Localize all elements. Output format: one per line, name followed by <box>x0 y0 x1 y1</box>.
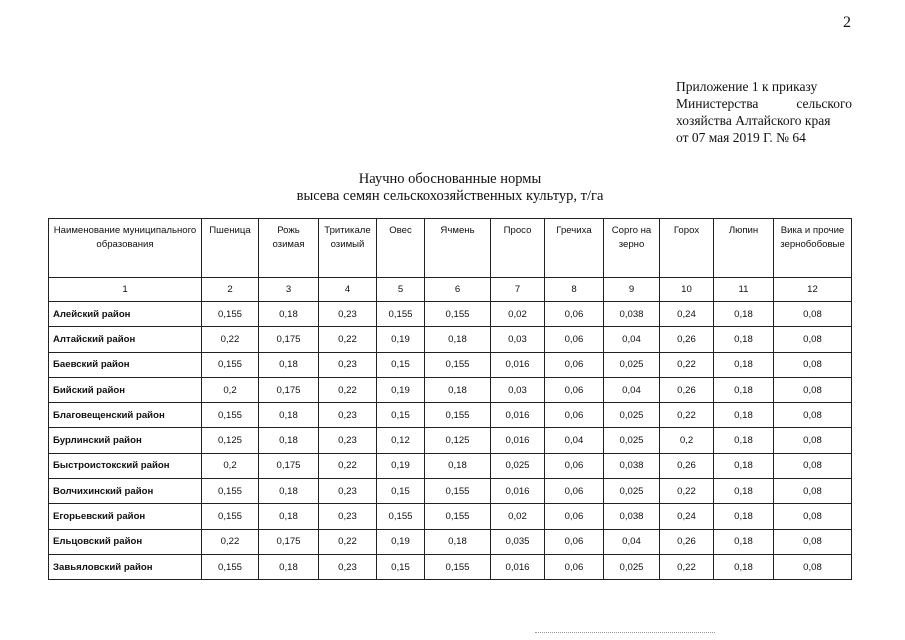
norm-value-cell: 0,15 <box>377 403 425 428</box>
page-number: 2 <box>843 14 851 31</box>
table-row <box>49 504 852 529</box>
norm-value-cell: 0,22 <box>202 327 259 352</box>
norm-value-cell: 0,016 <box>491 403 545 428</box>
norm-value-cell: 0,18 <box>714 327 774 352</box>
norm-value-cell: 0,18 <box>714 453 774 478</box>
norm-value-cell: 0,08 <box>774 403 852 428</box>
norm-value-cell: 0,175 <box>259 377 319 402</box>
norm-value-cell: 0,08 <box>774 428 852 453</box>
column-number: 4 <box>319 278 377 302</box>
annex-header <box>676 78 852 146</box>
annex-line-4: от 07 мая 2019 Г. № 64 <box>676 130 806 145</box>
norm-value-cell: 0,038 <box>604 453 660 478</box>
norm-value-cell: 0,18 <box>259 302 319 327</box>
norm-value-cell: 0,155 <box>202 403 259 428</box>
norm-value-cell: 0,06 <box>545 352 604 377</box>
norm-value-cell: 0,18 <box>425 529 491 554</box>
column-number: 7 <box>491 278 545 302</box>
column-number: 3 <box>259 278 319 302</box>
norm-value-cell: 0,18 <box>714 302 774 327</box>
norm-value-cell: 0,125 <box>425 428 491 453</box>
norm-value-cell: 0,016 <box>491 554 545 579</box>
table-row <box>49 352 852 377</box>
norm-value-cell: 0,26 <box>660 327 714 352</box>
norm-value-cell: 0,23 <box>319 302 377 327</box>
bottom-rule <box>535 632 715 633</box>
district-name-cell: Ельцовский район <box>49 529 202 554</box>
norm-value-cell: 0,04 <box>545 428 604 453</box>
header-crop: Гречиха <box>545 219 604 278</box>
norm-value-cell: 0,23 <box>319 403 377 428</box>
norm-value-cell: 0,155 <box>425 302 491 327</box>
annex-line-2a: Министерства <box>676 96 759 111</box>
table-row <box>49 529 852 554</box>
norm-value-cell: 0,155 <box>202 352 259 377</box>
norm-value-cell: 0,23 <box>319 428 377 453</box>
norm-value-cell: 0,19 <box>377 529 425 554</box>
norm-value-cell: 0,155 <box>202 504 259 529</box>
norm-value-cell: 0,26 <box>660 529 714 554</box>
norm-value-cell: 0,22 <box>660 479 714 504</box>
header-municipality: Наименование муниципального образования <box>49 219 202 278</box>
column-number: 8 <box>545 278 604 302</box>
norm-value-cell: 0,24 <box>660 302 714 327</box>
norm-value-cell: 0,18 <box>259 554 319 579</box>
column-number-row <box>49 278 852 302</box>
norm-value-cell: 0,18 <box>259 428 319 453</box>
norm-value-cell: 0,18 <box>425 377 491 402</box>
header-row <box>49 219 852 278</box>
norm-value-cell: 0,175 <box>259 453 319 478</box>
norm-value-cell: 0,23 <box>319 479 377 504</box>
norm-value-cell: 0,06 <box>545 327 604 352</box>
seeding-norms-table <box>48 218 852 580</box>
norm-value-cell: 0,18 <box>259 504 319 529</box>
norm-value-cell: 0,06 <box>545 504 604 529</box>
column-number: 2 <box>202 278 259 302</box>
norm-value-cell: 0,035 <box>491 529 545 554</box>
norm-value-cell: 0,08 <box>774 529 852 554</box>
table-body <box>49 302 852 580</box>
norm-value-cell: 0,155 <box>202 554 259 579</box>
norm-value-cell: 0,22 <box>319 327 377 352</box>
norm-value-cell: 0,22 <box>319 377 377 402</box>
norm-value-cell: 0,025 <box>491 453 545 478</box>
norm-value-cell: 0,23 <box>319 352 377 377</box>
table-row <box>49 377 852 402</box>
norm-value-cell: 0,04 <box>604 377 660 402</box>
norm-value-cell: 0,025 <box>604 554 660 579</box>
district-name-cell: Волчихинский район <box>49 479 202 504</box>
district-name-cell: Быстроистокский район <box>49 453 202 478</box>
district-name-cell: Алейский район <box>49 302 202 327</box>
norm-value-cell: 0,22 <box>660 554 714 579</box>
norm-value-cell: 0,025 <box>604 403 660 428</box>
norm-value-cell: 0,155 <box>425 554 491 579</box>
norm-value-cell: 0,2 <box>660 428 714 453</box>
norm-value-cell: 0,18 <box>714 529 774 554</box>
table-row <box>49 554 852 579</box>
norm-value-cell: 0,22 <box>660 352 714 377</box>
header-crop: Люпин <box>714 219 774 278</box>
header-crop: Тритикале озимый <box>319 219 377 278</box>
district-name-cell: Благовещенский район <box>49 403 202 428</box>
norm-value-cell: 0,18 <box>714 352 774 377</box>
district-name-cell: Алтайский район <box>49 327 202 352</box>
column-number: 11 <box>714 278 774 302</box>
norm-value-cell: 0,155 <box>425 352 491 377</box>
norm-value-cell: 0,03 <box>491 377 545 402</box>
norm-value-cell: 0,06 <box>545 377 604 402</box>
norm-value-cell: 0,18 <box>714 403 774 428</box>
norm-value-cell: 0,26 <box>660 377 714 402</box>
norm-value-cell: 0,155 <box>377 504 425 529</box>
norm-value-cell: 0,06 <box>545 479 604 504</box>
table-row <box>49 403 852 428</box>
norm-value-cell: 0,155 <box>202 302 259 327</box>
norm-value-cell: 0,15 <box>377 554 425 579</box>
column-number: 12 <box>774 278 852 302</box>
norm-value-cell: 0,155 <box>377 302 425 327</box>
header-crop: Вика и прочие зернобобовые <box>774 219 852 278</box>
norm-value-cell: 0,04 <box>604 327 660 352</box>
norm-value-cell: 0,19 <box>377 327 425 352</box>
norm-value-cell: 0,18 <box>259 403 319 428</box>
table-row <box>49 428 852 453</box>
norm-value-cell: 0,175 <box>259 327 319 352</box>
norm-value-cell: 0,06 <box>545 403 604 428</box>
norm-value-cell: 0,18 <box>714 428 774 453</box>
norm-value-cell: 0,04 <box>604 529 660 554</box>
norm-value-cell: 0,08 <box>774 327 852 352</box>
annex-line-1: Приложение 1 к приказу <box>676 79 818 94</box>
norm-value-cell: 0,22 <box>319 529 377 554</box>
norm-value-cell: 0,18 <box>425 327 491 352</box>
norm-value-cell: 0,02 <box>491 504 545 529</box>
norm-value-cell: 0,08 <box>774 302 852 327</box>
norm-value-cell: 0,08 <box>774 554 852 579</box>
title-line-1: Научно обоснованные нормы <box>358 171 542 187</box>
norm-value-cell: 0,2 <box>202 377 259 402</box>
norm-value-cell: 0,22 <box>660 403 714 428</box>
norm-value-cell: 0,08 <box>774 504 852 529</box>
table-row <box>49 327 852 352</box>
norm-value-cell: 0,23 <box>319 504 377 529</box>
norm-value-cell: 0,155 <box>425 504 491 529</box>
norm-value-cell: 0,125 <box>202 428 259 453</box>
norm-value-cell: 0,18 <box>714 554 774 579</box>
header-crop: Пшеница <box>202 219 259 278</box>
column-number: 1 <box>49 278 202 302</box>
norm-value-cell: 0,025 <box>604 428 660 453</box>
norm-value-cell: 0,155 <box>202 479 259 504</box>
header-crop: Горох <box>660 219 714 278</box>
table-row <box>49 453 852 478</box>
norm-value-cell: 0,038 <box>604 504 660 529</box>
header-crop: Просо <box>491 219 545 278</box>
annex-line-2b: сельского <box>796 96 852 111</box>
norm-value-cell: 0,175 <box>259 529 319 554</box>
norm-value-cell: 0,08 <box>774 453 852 478</box>
norm-value-cell: 0,016 <box>491 352 545 377</box>
norm-value-cell: 0,19 <box>377 453 425 478</box>
district-name-cell: Бийский район <box>49 377 202 402</box>
column-number: 5 <box>377 278 425 302</box>
table-row <box>49 479 852 504</box>
norm-value-cell: 0,08 <box>774 352 852 377</box>
norm-value-cell: 0,18 <box>259 479 319 504</box>
column-number: 9 <box>604 278 660 302</box>
norm-value-cell: 0,18 <box>259 352 319 377</box>
column-number: 10 <box>660 278 714 302</box>
district-name-cell: Баевский район <box>49 352 202 377</box>
norm-value-cell: 0,06 <box>545 302 604 327</box>
norm-value-cell: 0,26 <box>660 453 714 478</box>
norm-value-cell: 0,24 <box>660 504 714 529</box>
title-line-2: высева семян сельскохозяйственных культур, т/га <box>296 188 604 204</box>
norm-value-cell: 0,22 <box>319 453 377 478</box>
norm-value-cell: 0,025 <box>604 352 660 377</box>
norm-value-cell: 0,03 <box>491 327 545 352</box>
norm-value-cell: 0,155 <box>425 479 491 504</box>
norm-value-cell: 0,016 <box>491 479 545 504</box>
norm-value-cell: 0,038 <box>604 302 660 327</box>
norm-value-cell: 0,02 <box>491 302 545 327</box>
norm-value-cell: 0,18 <box>714 377 774 402</box>
norm-value-cell: 0,155 <box>425 403 491 428</box>
document-title <box>200 171 700 205</box>
norm-value-cell: 0,06 <box>545 529 604 554</box>
norm-value-cell: 0,19 <box>377 377 425 402</box>
norm-value-cell: 0,15 <box>377 479 425 504</box>
norm-value-cell: 0,23 <box>319 554 377 579</box>
norm-value-cell: 0,08 <box>774 479 852 504</box>
norm-value-cell: 0,08 <box>774 377 852 402</box>
norm-value-cell: 0,12 <box>377 428 425 453</box>
norm-value-cell: 0,18 <box>714 479 774 504</box>
norm-value-cell: 0,18 <box>714 504 774 529</box>
norm-value-cell: 0,06 <box>545 453 604 478</box>
annex-line-3: хозяйства Алтайского края <box>676 113 831 128</box>
district-name-cell: Егорьевский район <box>49 504 202 529</box>
norm-value-cell: 0,2 <box>202 453 259 478</box>
norm-value-cell: 0,18 <box>425 453 491 478</box>
annex-line-2 <box>676 95 852 112</box>
norm-value-cell: 0,016 <box>491 428 545 453</box>
norm-value-cell: 0,15 <box>377 352 425 377</box>
column-number: 6 <box>425 278 491 302</box>
header-crop: Сорго на зерно <box>604 219 660 278</box>
district-name-cell: Бурлинский район <box>49 428 202 453</box>
norm-value-cell: 0,06 <box>545 554 604 579</box>
norm-value-cell: 0,22 <box>202 529 259 554</box>
district-name-cell: Завьяловский район <box>49 554 202 579</box>
header-crop: Ячмень <box>425 219 491 278</box>
norm-value-cell: 0,025 <box>604 479 660 504</box>
header-crop: Овес <box>377 219 425 278</box>
table-row <box>49 302 852 327</box>
header-crop: Рожь озимая <box>259 219 319 278</box>
